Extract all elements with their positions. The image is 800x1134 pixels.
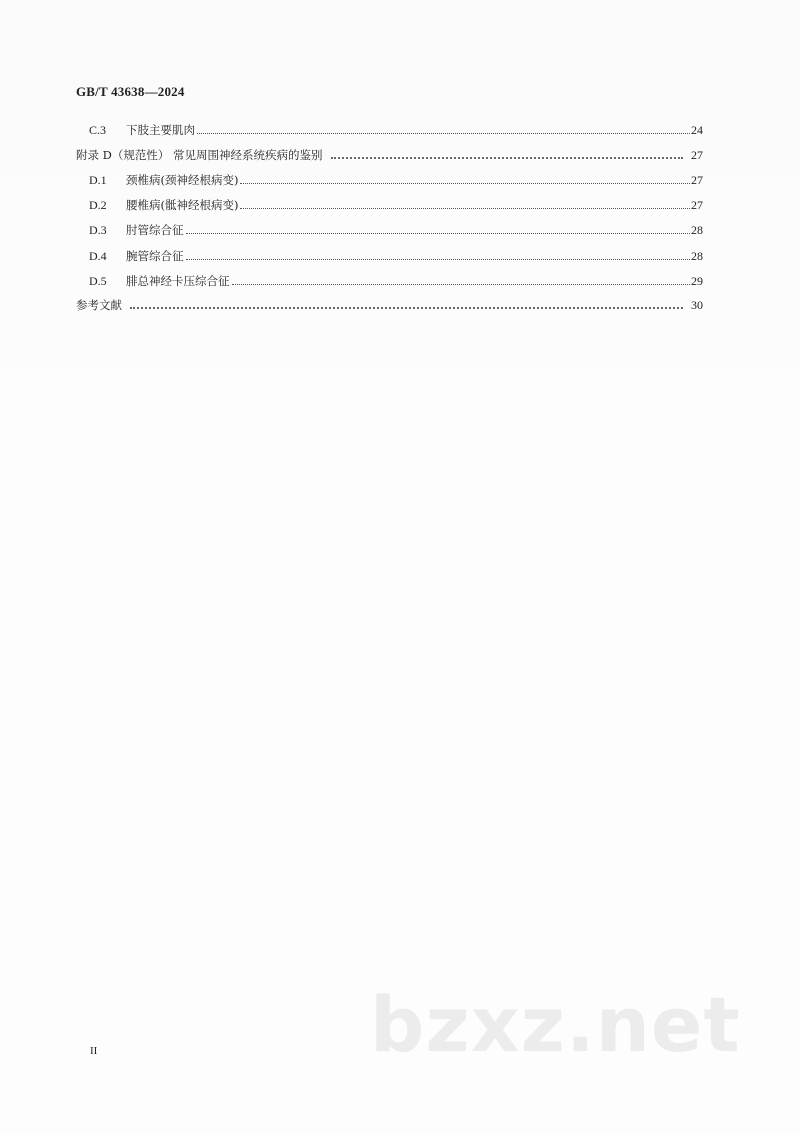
toc-title: 肘管综合征 [126,223,184,237]
toc-entry[interactable] [76,295,703,313]
toc-entry[interactable] [76,145,703,163]
toc-title: 颈椎病(颈神经根病变) [126,173,239,187]
toc-title: 腓总神经卡压综合征 [126,274,230,288]
toc-number: D.3 [89,223,107,237]
toc-title: 参考文献 [76,298,122,312]
toc-leader [197,133,690,134]
toc-leader [240,183,690,184]
toc-page: 28 [691,249,703,263]
toc-number: D.4 [89,249,107,263]
toc-entry[interactable] [89,271,703,289]
toc-title: 腰椎病(骶神经根病变) [126,198,239,212]
toc-number: D.1 [89,173,107,187]
toc-leader [130,307,683,309]
toc-title: 附录 D（规范性） 常见周围神经系统疾病的鉴别 [76,148,323,162]
toc-page: 27 [691,198,703,212]
watermark: bzxz.net [370,980,741,1069]
toc-number: C.3 [89,123,107,137]
toc-leader [232,284,691,285]
page-background [0,0,800,430]
toc-entry[interactable] [89,120,703,138]
toc-leader [331,157,683,159]
toc-page: 28 [691,223,703,237]
toc-page: 29 [691,274,703,288]
toc-page: 30 [691,298,703,312]
toc-title: 腕管综合征 [126,249,184,263]
toc-leader [186,259,691,260]
toc-page: 27 [691,173,703,187]
page-number: II [90,1045,98,1057]
toc-number: D.2 [89,198,107,212]
toc-title: 下肢主要肌肉 [126,123,195,137]
toc-page: 27 [691,148,703,162]
document-number: GB/T 43638—2024 [76,84,185,99]
toc-leader [240,208,690,209]
toc-entry[interactable] [89,195,703,213]
toc-entry[interactable] [89,170,703,188]
toc-page: 24 [691,123,703,137]
toc-leader [186,233,691,234]
toc-entry[interactable] [89,220,703,238]
toc-entry[interactable] [89,246,703,264]
toc-number: D.5 [89,274,107,288]
